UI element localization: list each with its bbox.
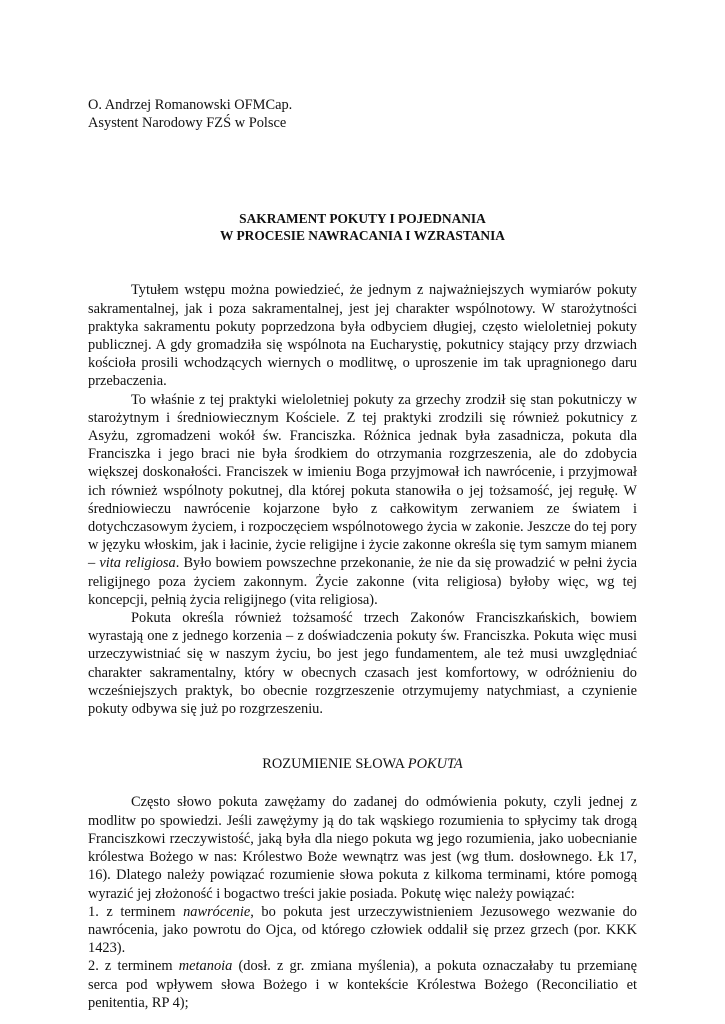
paragraph-2-text-a: To właśnie z tej praktyki wieloletniej pokuty za grzechy zrodził się stan pokutniczy w starożytnym i średniowiecznym Kościele. Z tej praktyki zrodzili się również pokutnicy z Asyżu, zgromadzeni wokół św. Franciszka. Różnica jednak była zasadnicza, pokuta dla Franciszka i jego braci nie była środkiem do otrzymania rozgrzeszenia, ale do zdobycia większej doskonałości. Franciszek w imieniu Boga przyjmował ich nawrócenie, i przyjmował ich również wspólnoty pokutnej, dla której pokuta stanowiła o jej tożsamość, jej regułę. W średniowieczu nawrócenie kojarzone było z całkowitym zerwaniem ze światem i dotychczasowym życiem, i rozpoczęciem wspólnotowego życia w zakonie. Jeszcze do tej pory w języku włoskim, jak i łacinie, życie religijne i życie zakonne określa się tym samym mianem – bbox=[88, 391, 637, 572]
list-item-1-post: , bo pokuta jest urzeczywistnieniem Jezusowego wezwanie do nawrócenia, jako powrotu do Ojca, od którego człowiek oddalił się przez grzech (por. KKK 1423). bbox=[88, 903, 637, 957]
list-item-1 bbox=[88, 903, 637, 958]
paragraph-1: Tytułem wstępu można powiedzieć, że jednym z najważniejszych wymiarów pokuty sakramentalnej, jak i poza sakramentalnej, jest jej charakter wspólnotowy. W starożytności praktyka sakramentu pokuty poprzedzona była odbyciem długiej, często wieloletniej pokuty publicznej. A gdy gromadziła się wspólnota na Eucharystię, pokutnicy stający przy drzwiach kościoła prosili wchodzących wiernych o modlitwę, o uproszenie im tak upragnionego daru przebaczenia. bbox=[88, 282, 637, 390]
paragraph-3: Pokuta określa również tożsamość trzech Zakonów Franciszkańskich, bowiem wyrastają one z jednego korzenia – z doświadczenia pokuty św. Franciszka. Pokuta więc musi urzeczywistniać się w naszym życiu, bo jest jego fundamentem, ale też musi uwzględniać charakter sakramentalny, który w obecnych czasach jest komfortowy, w odróżnieniu do wcześniejszych praktyk, bo obecnie rozgrzeszenie otrzymujemy natychmiast, a czynienie pokuty odbywa się już po rozgrzeszeniu. bbox=[88, 610, 637, 718]
list-item-2 bbox=[88, 957, 637, 1012]
paragraph-2-emphasis: vita religiosa bbox=[99, 555, 176, 572]
section-heading-text: ROZUMIENIE SŁOWA bbox=[262, 756, 405, 773]
author-name: O. Andrzej Romanowski OFMCap. bbox=[88, 97, 293, 113]
section-heading bbox=[88, 755, 637, 773]
title-line-2: W PROCESIE NAWRACANIA I WZRASTANIA bbox=[220, 228, 505, 244]
paragraph-2-text-b: . Było bowiem powszechne przekonanie, że nie da się prowadzić w pełni życia religijnego poza życiem zakonnym. Życie zakonne (vita religiosa) byłoby więc, wg tej koncepcji, pełnią życia religijnego (vita religiosa). bbox=[88, 555, 637, 608]
list-item-1-term: nawrócenie bbox=[183, 903, 251, 920]
list-item-2-term: metanoia bbox=[178, 958, 233, 975]
section-2-intro: Często słowo pokuta zawężamy do zadanej do odmówienia pokuty, czyli jednej z modlitw po spowiedzi. Jeśli zawężymy ją do tak wąskiego rozumienia to spłycimy tak drogą Franciszkowi rzeczywistość, jaką była dla niego pokuta wg jego rozumienia, jako uobecnianie królestwa Bożego w nas: Królestwo Boże wewnątrz was jest (wg tłum. dosłownego. Łk 17, 16). Dlatego należy powiązać rozumienie słowa pokuta z kilkoma terminami, które pomogą wyrazić jej złożoność i bogactwo treści jakie posiada. Pokutę więc należy powiązać: bbox=[88, 794, 637, 902]
list-item-1-pre: 1. z terminem bbox=[88, 903, 176, 920]
title-line-1: SAKRAMENT POKUTY I POJEDNANIA bbox=[239, 211, 486, 227]
list-item-2-pre: 2. z terminem bbox=[88, 958, 173, 975]
paragraph-2 bbox=[88, 391, 637, 609]
author-role: Asystent Narodowy FZŚ w Polsce bbox=[88, 115, 287, 132]
list-item-2-post: (dosł. z gr. zmiana myślenia), a pokuta oznaczałaby tu przemianę serca pod wpływem słowa Bożego i w kontekście Królestwa Bożego (Reconciliatio et penitentia, RP 4); bbox=[88, 958, 638, 1011]
section-heading-emphasis: POKUTA bbox=[407, 756, 463, 773]
document-title bbox=[88, 210, 637, 244]
author-block bbox=[88, 96, 637, 132]
